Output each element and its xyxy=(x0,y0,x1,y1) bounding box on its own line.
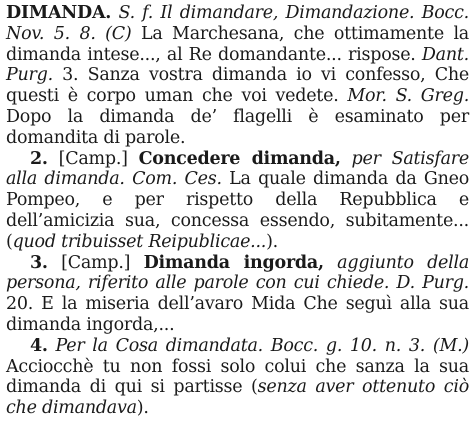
citation-text: Dopo la dimanda de’ flagelli è esaminato per domandita di parole. xyxy=(6,106,469,148)
entry-main xyxy=(6,3,469,149)
sense-2 xyxy=(6,149,469,253)
citation-ref: D. Purg. xyxy=(389,273,469,294)
sense-phrase: Concedere dimanda, xyxy=(138,148,341,169)
citation-ref: Bocc. Nov. 5. 8. (C) xyxy=(6,3,469,44)
citation-ref: Bocc. g. 10. n. 3. (M.) xyxy=(263,335,470,356)
sense-gloss: per Satisfare alla dimanda. xyxy=(6,148,470,190)
citation-ref: Mor. S. Greg. xyxy=(347,86,470,107)
headword: DIMANDA. xyxy=(6,3,112,23)
citation-tail: ). xyxy=(136,398,149,419)
sense-number: 2. xyxy=(30,148,48,169)
usage-tag: [Camp.] xyxy=(47,148,139,169)
dictionary-entry xyxy=(6,3,469,419)
sense-number: 3. xyxy=(30,252,48,273)
grammar-label: S. f. xyxy=(118,3,154,23)
sense-3 xyxy=(6,253,469,336)
citation-text: La Marchesana, che ottimamente la dimanda intese..., al Re domandante... rispose. xyxy=(6,23,469,65)
citation-text: La quale dimanda da Gneo Pompeo, e per rispetto della Repubblica e dell’amicizia sua, concessa essendo, subitamente... ( xyxy=(6,169,470,252)
sense-4 xyxy=(6,336,469,419)
latin-gloss: quod tribuisset Reipublicae... xyxy=(12,231,267,252)
citation-text: Acciocchè tu non fossi solo colui che sanza la sua dimanda di qui si partisse ( xyxy=(6,356,469,398)
main-definition: Il dimandare, Dimandazione. xyxy=(160,3,415,23)
sense-number: 4. xyxy=(30,335,48,356)
citation-tail: ). xyxy=(266,231,278,252)
sense-gloss: aggiunto della persona, riferito alle parole con cui chiede. xyxy=(6,252,470,294)
explanatory-note: senza aver ottenuto ciò che dimandava xyxy=(6,377,469,419)
citation-text: 20. E la miseria dell’avaro Mida Che seguì alla sua dimanda ingorda,... xyxy=(6,294,469,335)
sense-gloss: Per la Cosa dimandata. xyxy=(47,335,263,356)
citation-ref: Com. Ces. xyxy=(124,169,222,190)
citation-text: 3. Sanza vostra dimanda io vi confesso, Che questi è corpo uman che voi vedete. xyxy=(6,65,469,107)
citation-ref: Dant. Purg. xyxy=(6,44,469,86)
sense-phrase: Dimanda ingorda, xyxy=(143,252,324,273)
usage-tag: [Camp.] xyxy=(47,252,144,273)
